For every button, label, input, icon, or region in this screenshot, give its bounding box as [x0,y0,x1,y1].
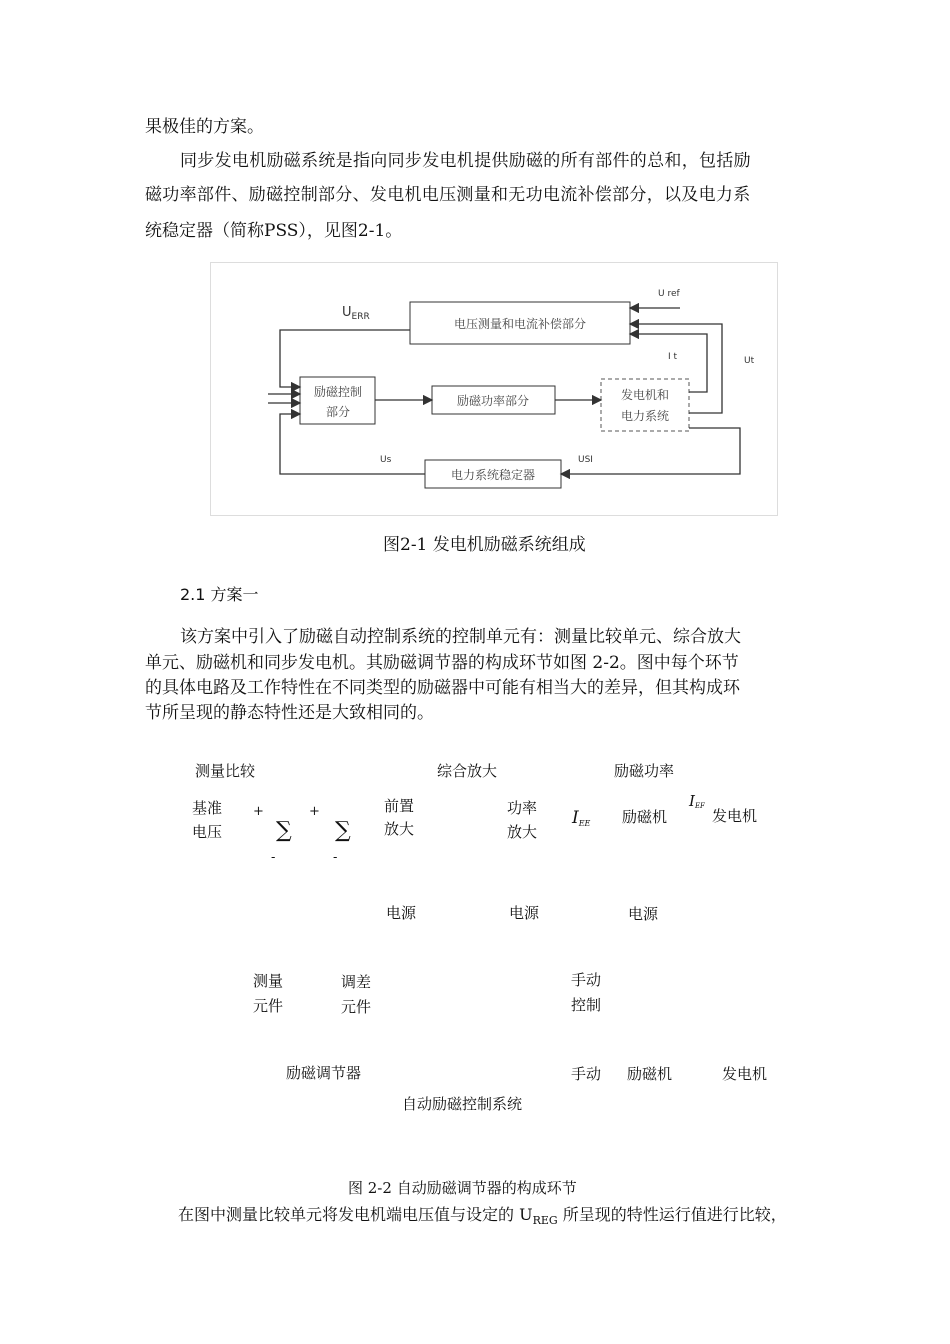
droop-element-1: 调差 [341,973,372,991]
measure-element-1: 测量 [253,972,284,990]
para1-line2: 同步发电机励磁系统是指向同步发电机提供励磁的所有部件的总和，包括励 [180,151,751,171]
us-label: Us [380,455,392,465]
voltage-measure-label: 电压测量和电流补偿部分 [453,317,587,331]
para2-line2: 单元、励磁机和同步发电机。其励磁调节器的构成环节如图 2-2。图中每个环节 [145,653,739,673]
if-main: I [689,792,695,810]
sigma-1: ∑ [276,818,292,843]
para1-line3: 磁功率部件、励磁控制部分、发电机电压测量和无功电流补偿部分，以及电力系 [145,185,751,205]
para1-line1: 果极佳的方案。 [145,117,264,137]
control-label-1: 励磁控制 [313,385,363,399]
figure2-caption: 图 2-2 自动励磁调节器的构成环节 [348,1179,577,1197]
power-amp-2: 放大 [507,823,538,841]
power-amp-1: 功率 [507,799,538,817]
manual-control-2: 控制 [571,996,602,1014]
measure-element-2: 元件 [253,997,284,1015]
section-title: 2.1 方案一 [180,585,259,604]
ief-label [572,808,590,828]
para3-after: 所呈现的特性运行值进行比较， [557,1205,787,1224]
generator-label-2: 电力系统 [620,409,670,423]
para3-before: 在图中测量比较单元将发电机端电压值与设定的 U [178,1205,533,1224]
control-label-2: 部分 [325,405,351,419]
heading-amplify: 综合放大 [437,762,498,780]
ut-label: Ut [744,356,755,366]
figure1-diagram [210,262,778,516]
it-label: I t [668,352,678,362]
supply-3: 电源 [628,905,659,923]
regulator-label: 励磁调节器 [286,1064,362,1082]
uref-label: U ref [658,289,680,299]
ref-voltage-2: 电压 [192,823,223,841]
generator-label: 发电机 [712,807,758,825]
exciter-label-2: 励磁机 [627,1065,673,1083]
usi-label: USI [578,455,593,465]
figure1-caption: 图2-1 发电机励磁系统组成 [383,535,586,555]
uerr-label [342,305,370,322]
manual-control-1: 手动 [571,971,602,989]
pre-amp-1: 前置 [384,797,415,815]
supply-1: 电源 [386,904,417,922]
ief-sub: EE [578,819,591,828]
auto-system-label: 自动励磁控制系统 [402,1095,523,1113]
pss-label: 电力系统稳定器 [450,468,536,482]
ief-main: I [572,808,579,828]
power-label: 励磁功率部分 [456,394,530,408]
plus-1: + [253,804,264,819]
exciter-label: 励磁机 [622,808,668,826]
supply-2: 电源 [509,904,540,922]
uerr-sub: ERR [351,312,370,322]
if-sub: EF [694,802,705,810]
generator-block [601,379,689,431]
droop-element-2: 元件 [341,998,372,1016]
plus-2: + [309,804,320,819]
sigma-2: ∑ [335,818,351,843]
para3-sub: REG [532,1214,558,1227]
para2-line4: 节所呈现的静态特性还是大致相同的。 [145,703,434,723]
uerr-main: U [342,305,352,320]
manual-label: 手动 [571,1065,602,1083]
generator-label-2: 发电机 [722,1065,768,1083]
heading-measure: 测量比较 [195,762,256,780]
para3 [178,1202,787,1227]
para2-line3: 的具体电路及工作特性在不同类型的励磁器中可能有相当大的差异，但其构成环 [145,678,740,698]
if-label [689,792,705,810]
generator-label-1: 发电机和 [620,388,670,402]
ref-voltage-1: 基准 [192,799,223,817]
pre-amp-2: 放大 [384,820,415,838]
minus-1: - [271,850,276,865]
heading-power: 励磁功率 [614,762,675,780]
para1-line4: 统稳定器（简称PSS），见图2-1。 [145,221,403,241]
minus-2: - [333,850,338,865]
para2-line1: 该方案中引入了励磁自动控制系统的控制单元有：测量比较单元、综合放大 [180,627,741,647]
